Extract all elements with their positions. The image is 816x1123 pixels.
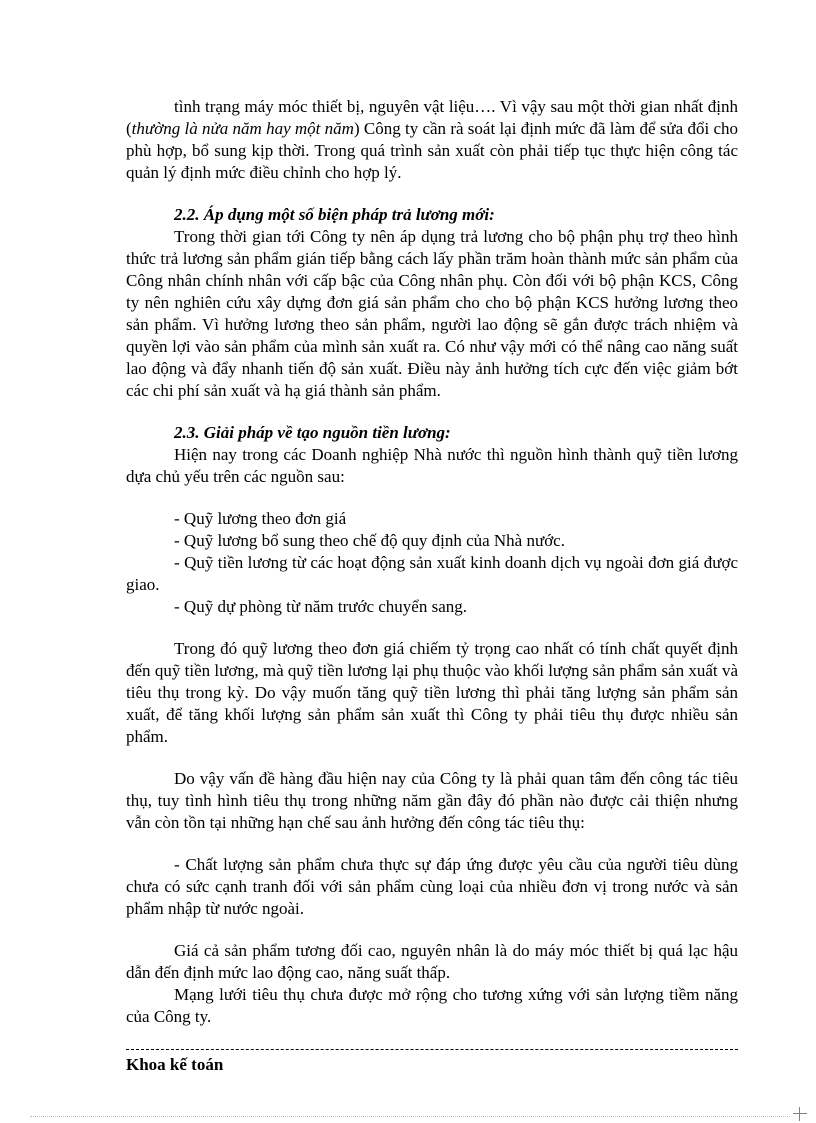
paragraph-2-3: Hiện nay trong các Doanh nghiệp Nhà nước thì nguồn hình thành quỹ tiền lương dựa chủ yếu trên các nguồn sau: <box>126 445 738 486</box>
footer-label: Khoa kế toán <box>126 1055 224 1074</box>
heading-2-2: 2.2. Áp dụng một số biện pháp trả lương mới: <box>174 205 495 224</box>
paragraph-intro <box>126 96 738 184</box>
heading-2-3: 2.3. Giải pháp về tạo nguồn tiền lương: <box>174 423 451 442</box>
paragraph-trong-do: Trong đó quỹ lương theo đơn giá chiếm tỷ trọng cao nhất có tính chất quyết định đến quỹ tiền lương, mà quỹ tiền lương lại phụ thuộc vào khối lượng sản phẩm sản xuất và tiêu thụ trong kỳ. Do vậy muốn tăng quỹ tiền lương thì phải tăng lượng sản phẩm sản xuất, để tăng khối lượng sản phẩm sản xuất thì Công ty phải tiêu thụ được nhiều sản phẩm. <box>126 639 738 746</box>
bullet-item-4: - Quỹ dự phòng từ năm trước chuyển sang. <box>174 597 467 616</box>
crop-mark-icon <box>793 1107 807 1121</box>
paragraph-intro-italic: thường là nửa năm hay một năm <box>131 119 354 138</box>
paragraph-intro-a: tình trạng máy móc thiết bị, nguyên vật liệu…. Vì vậy sau một thời gian nhất định ( <box>126 97 738 138</box>
document-page <box>126 96 738 1028</box>
paragraph-gia-ca: Giá cả sản phẩm tương đối cao, nguyên nhân là do máy móc thiết bị quá lạc hậu dẫn đến định mức lao động cao, năng suất thấp. <box>126 941 738 982</box>
page-bottom-border <box>30 1116 790 1117</box>
footer-divider <box>126 1049 738 1050</box>
paragraph-mang-luoi: Mạng lưới tiêu thụ chưa được mở rộng cho tương xứng với sản lượng tiềm năng của Công ty. <box>126 985 738 1026</box>
paragraph-do-vay: Do vậy vấn đề hàng đầu hiện nay của Công ty là phải quan tâm đến công tác tiêu thụ, tuy tình hình tiêu thụ trong những năm gần đây đó phần nào được cải thiện nhưng vẫn còn tồn tại những hạn chế sau ảnh hưởng đến công tác tiêu thụ: <box>126 769 738 832</box>
bullet-item-2: - Quỹ lương bổ sung theo chế độ quy định của Nhà nước. <box>174 531 565 550</box>
bullet-item-3: - Quỹ tiền lương từ các hoạt động sản xuất kinh doanh dịch vụ ngoài đơn giá được giao. <box>126 553 738 594</box>
paragraph-intro-b: ) Công ty cần rà soát lại định mức đã làm để sửa đổi cho phù hợp, bổ sung kịp thời. Trong quá trình sản xuất còn phải tiếp tục thực hiện công tác quản lý định mức điều chỉnh cho hợp lý. <box>126 119 738 182</box>
paragraph-2-2: Trong thời gian tới Công ty nên áp dụng trả lương cho bộ phận phụ trợ theo hình thức trả lương sản phẩm gián tiếp bằng cách lấy phần trăm hoàn thành mức sản phẩm của Công nhân chính nhân với cấp bậc của Công nhân phụ. Còn đối với bộ phận KCS, Công ty nên nghiên cứu xây dựng đơn giá sản phẩm cho cho bộ phận KCS hưởng lương theo sản phẩm. Vì hưởng lương theo sản phẩm, người lao động sẽ gắn được trách nhiệm và quyền lợi vào sản phẩm của mình sản xuất ra. Có như vậy mới có thể nâng cao năng suất lao động và đẩy nhanh tiến độ sản xuất. Điều này ảnh hưởng tích cực đến việc giảm bớt các chi phí sản xuất và hạ giá thành sản phẩm. <box>126 227 738 400</box>
paragraph-chat-luong: - Chất lượng sản phẩm chưa thực sự đáp ứng được yêu cầu của người tiêu dùng chưa có sức cạnh tranh đối với sản phẩm cùng loại của nhiều đơn vị trong nước và sản phẩm nhập từ nước ngoài. <box>126 855 738 918</box>
bullet-item-1: - Quỹ lương theo đơn giá <box>174 509 347 528</box>
